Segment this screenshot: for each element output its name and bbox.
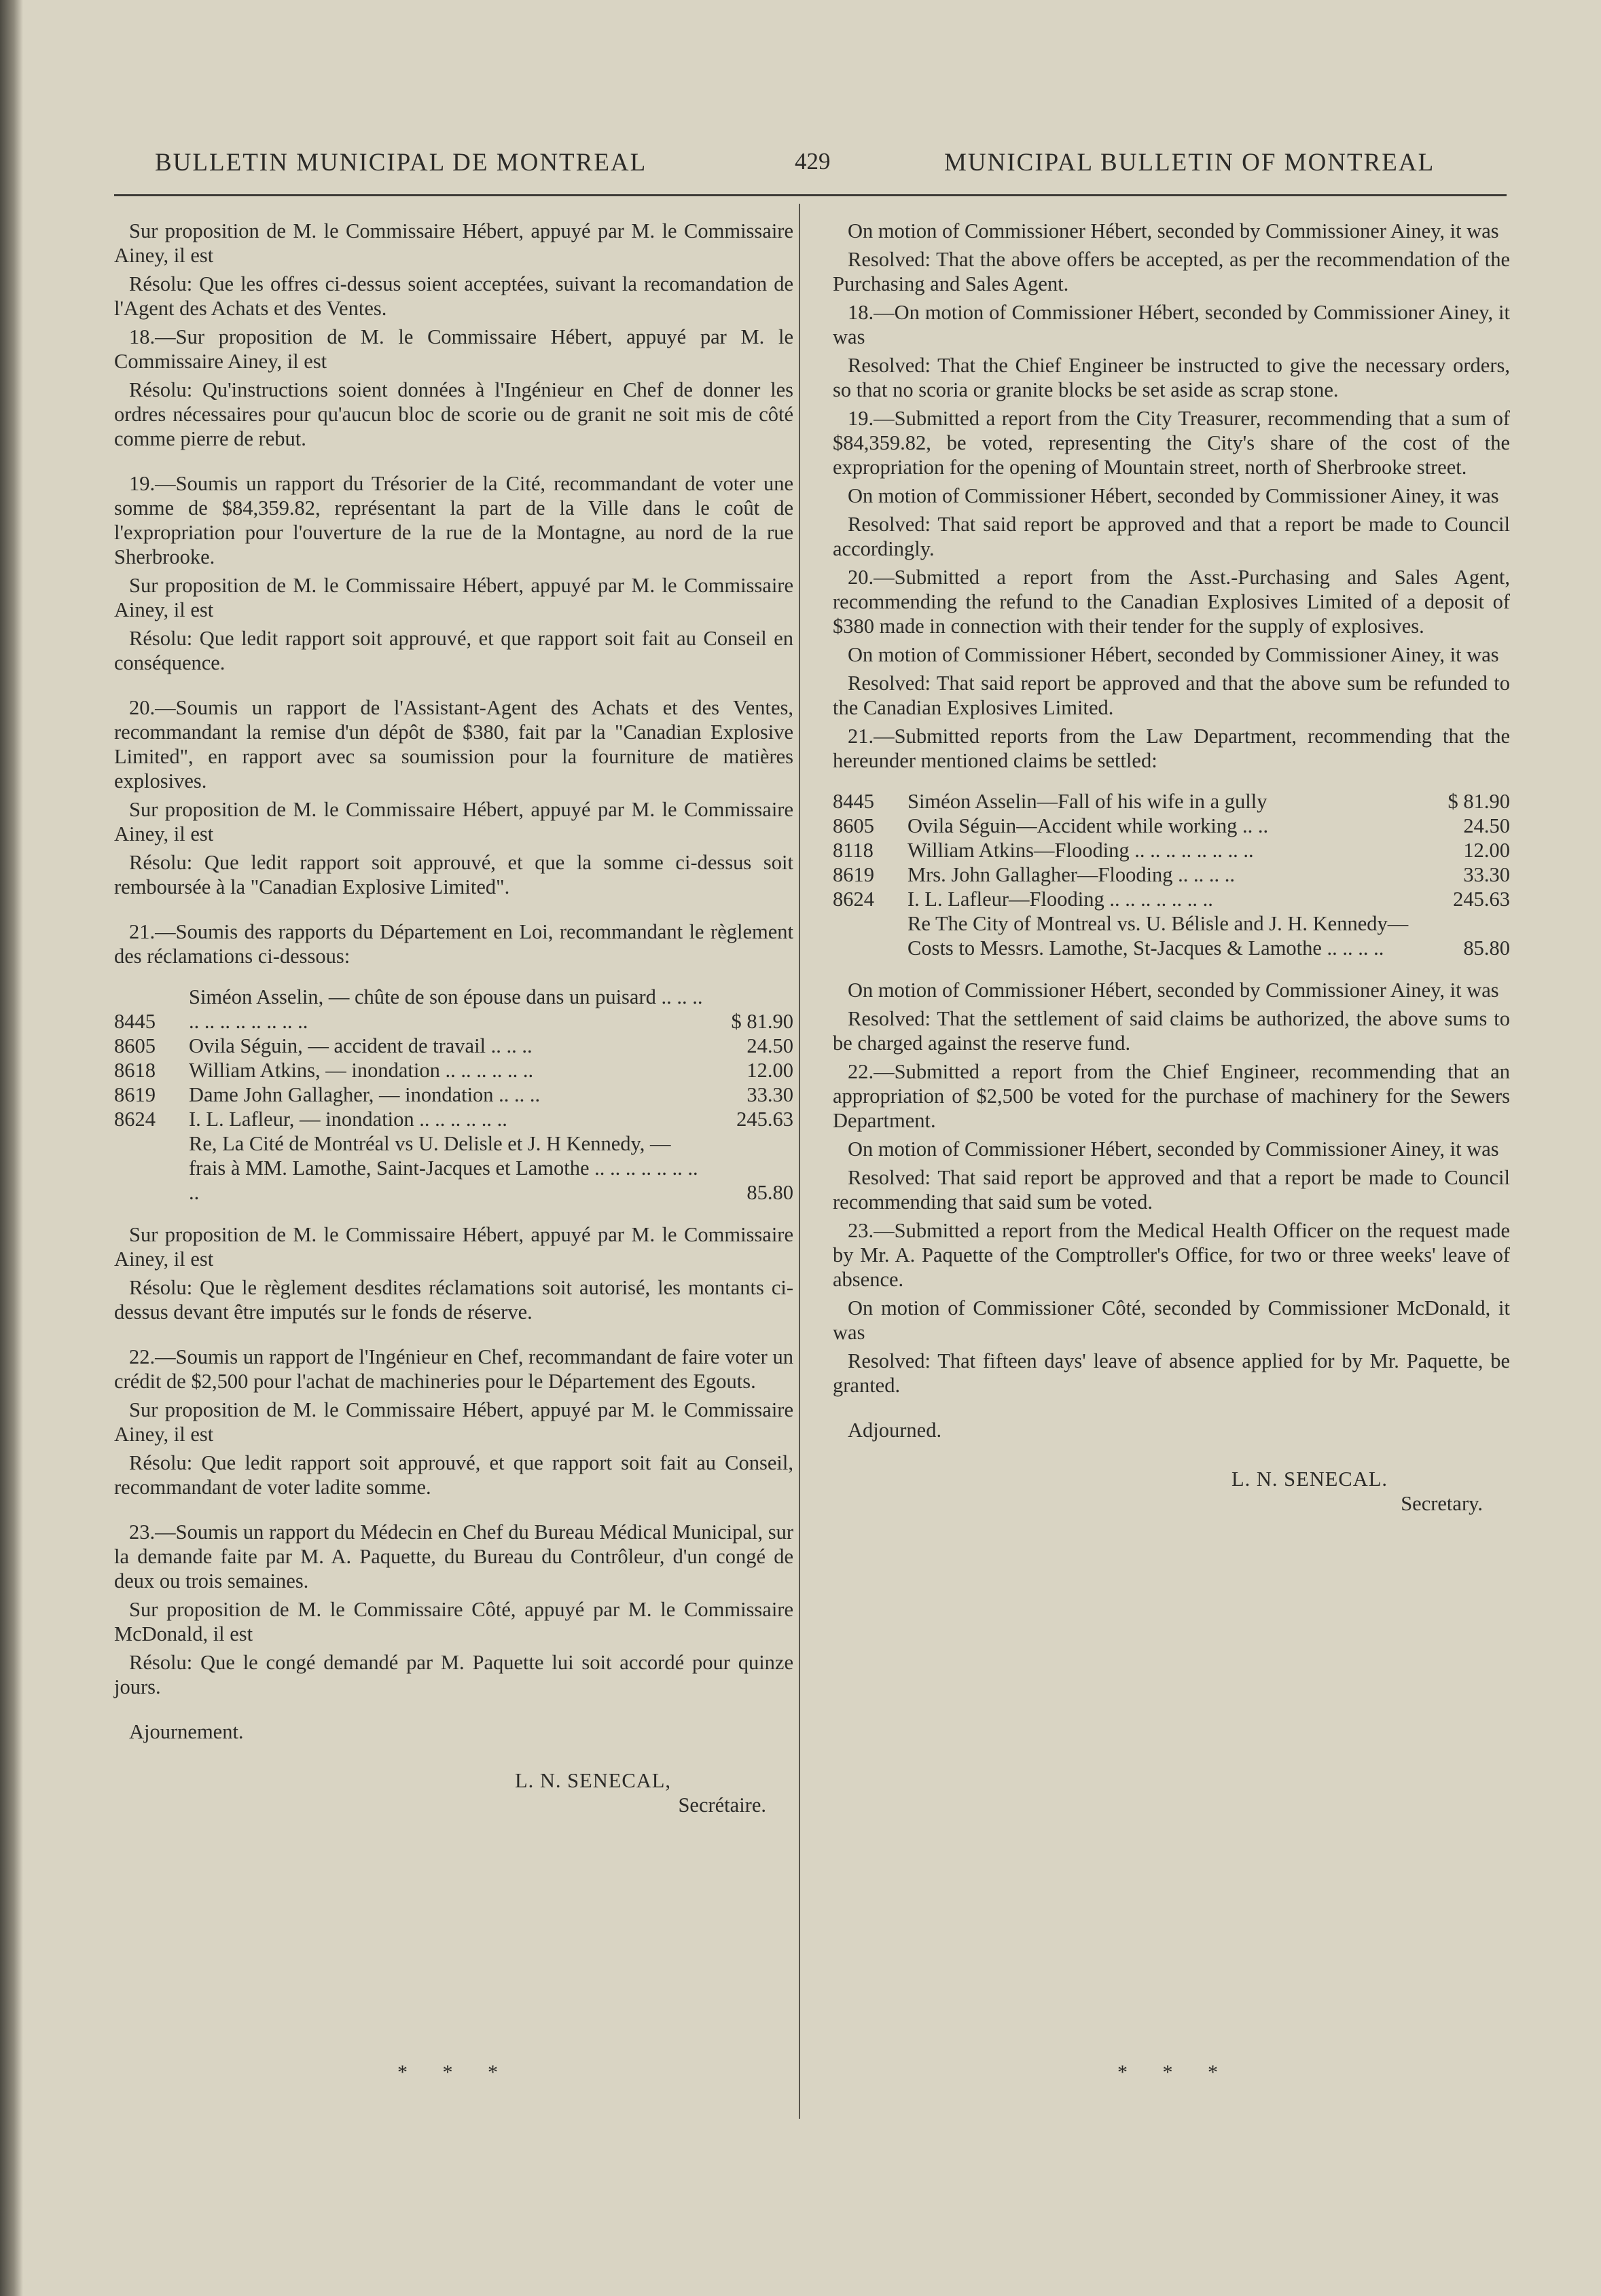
french-column (114, 219, 793, 1817)
adjournment: Adjourned. (848, 1419, 942, 1442)
table-row (114, 1131, 793, 1205)
paragraph: 20.—Submitted a report from the Asst.-Purchasing and Sales Agent, recommending the refund to the Canadian Explosives Limited of a deposit of $380 made in connection with their tender for the supply of explosives. (833, 566, 1510, 638)
claim-number: 8619 (833, 863, 874, 886)
paragraph: 23.—Soumis un rapport du Médecin en Chef du Bureau Médical Municipal, sur la demande faite par M. A. Paquette, du Bureau du Contrôleur, d'un congé de deux ou trois semaines. (114, 1520, 793, 1592)
header-title-french: BULLETIN MUNICIPAL DE MONTREAL (155, 149, 647, 177)
table-row (114, 1034, 793, 1058)
claim-number: 8624 (114, 1108, 156, 1131)
claim-description: Mrs. John Gallagher—Flooding .. .. .. .. (907, 863, 1236, 886)
paragraph: Resolved: That said report be approved and that a report be made to Council accordingly. (833, 513, 1510, 560)
page-binding-edge (0, 0, 23, 2296)
paragraph: 18.—On motion of Commissioner Hébert, seconded by Commissioner Ainey, it was (833, 301, 1510, 348)
header-rule (114, 194, 1507, 196)
claim-description: Re The City of Montreal vs. U. Bélisle and J. H. Kennedy—Costs to Messrs. Lamothe, St-Jacques & Lamothe .. .. .. .. (907, 912, 1409, 960)
claim-number (833, 911, 901, 960)
table-row (114, 985, 793, 1034)
paragraph: On motion of Commissioner Hébert, seconded by Commissioner Ainey, it was (848, 484, 1499, 507)
paragraph: Résolu: Qu'instructions soient données à l'Ingénieur en Chef de donner les ordres nécessaires pour qu'aucun bloc de scorie ou de granit ne soit mis de côté comme pierre de rebut. (114, 378, 793, 450)
claim-amount: $ 81.90 (731, 1010, 793, 1033)
page-number: 429 (795, 148, 831, 175)
paragraph: 22.—Submitted a report from the Chief Engineer, recommending that an appropriation of $2,500 be voted for the purchase of machinery for the Sewers Department. (833, 1060, 1510, 1132)
claim-number: 8445 (833, 790, 874, 813)
paragraph: Résolu: Que le congé demandé par M. Paquette lui soit accordé pour quinze jours. (114, 1651, 793, 1698)
claim-amount: 24.50 (1463, 814, 1510, 837)
paragraph: 19.—Submitted a report from the City Treasurer, recommending that a sum of $84,359.82, be voted, representing the City's share of the cost of the expropriation for the opening of Mountain street, north of Sherbrooke street. (833, 407, 1510, 479)
section-end-stars-french: * * * (397, 2061, 513, 2083)
table-row (833, 838, 1510, 862)
paragraph: Résolu: Que ledit rapport soit approuvé, et que rapport soit fait au Conseil, recommandant de voter ladite somme. (114, 1451, 793, 1499)
table-row (833, 814, 1510, 838)
paragraph: Resolved: That the settlement of said claims be authorized, the above sums to be charged against the reserve fund. (833, 1007, 1510, 1055)
paragraph: Résolu: Que les offres ci-dessus soient acceptées, suivant la recomandation de l'Agent des Achats et des Ventes. (114, 272, 793, 320)
claim-description: William Atkins—Flooding .. .. .. .. .. .. .. .. (907, 839, 1254, 862)
table-row (833, 789, 1510, 814)
paragraph: Sur proposition de M. le Commissaire Hébert, appuyé par M. le Commissaire Ainey, il est (114, 1223, 793, 1271)
claim-description: William Atkins, — inondation .. .. .. .. .. .. (189, 1059, 534, 1082)
claim-description: Ovila Séguin—Accident while working .. .. (907, 814, 1269, 837)
claim-amount: 33.30 (746, 1083, 793, 1106)
paragraph: On motion of Commissioner Hébert, seconded by Commissioner Ainey, it was (848, 979, 1499, 1002)
claim-amount: 245.63 (736, 1108, 793, 1131)
paragraph: Resolved: That fifteen days' leave of absence applied for by Mr. Paquette, be granted. (833, 1349, 1510, 1397)
claim-amount: 85.80 (1463, 936, 1510, 960)
header-title-english: MUNICIPAL BULLETIN OF MONTREAL (944, 149, 1435, 177)
paragraph: Résolu: Que ledit rapport soit approuvé, et que rapport soit fait au Conseil en conséquence. (114, 627, 793, 674)
claim-number: 8624 (833, 888, 874, 911)
signature-title: Secretary. (1401, 1492, 1483, 1515)
paragraph: Resolved: That said report be approved and that a report be made to Council recommending that said sum be voted. (833, 1166, 1510, 1214)
claim-amount: 245.63 (1453, 888, 1510, 911)
claim-description: Dame John Gallagher, — inondation .. .. .. (189, 1083, 541, 1106)
claims-table-french (114, 985, 793, 1205)
claim-number: 8445 (114, 1010, 156, 1033)
paragraph: Resolved: That said report be approved and that the above sum be refunded to the Canadian Explosives Limited. (833, 672, 1510, 719)
paragraph: Sur proposition de M. le Commissaire Côté, appuyé par M. le Commissaire McDonald, il est (114, 1598, 793, 1645)
claim-amount: 33.30 (1463, 863, 1510, 886)
english-column (833, 219, 1510, 1516)
section-end-stars-english: * * * (1117, 2061, 1233, 2083)
claim-amount: 12.00 (1463, 839, 1510, 862)
claim-amount: $ 81.90 (1447, 790, 1510, 813)
paragraph: Résolu: Que ledit rapport soit approuvé, et que la somme ci-dessus soit remboursée à la "Canadian Explosive Limited". (114, 851, 793, 898)
claim-description: I. L. Lafleur, — inondation .. .. .. .. .. .. (189, 1108, 507, 1131)
paragraph: Resolved: That the above offers be accepted, as per the recommendation of the Purchasing and Sales Agent. (833, 248, 1510, 295)
paragraph: 21.—Submitted reports from the Law Department, recommending that the hereunder mentioned claims be settled: (833, 725, 1510, 772)
paragraph: 21.—Soumis des rapports du Département en Loi, recommandant le règlement des réclamations ci-dessous: (114, 920, 793, 968)
claim-number (114, 1131, 182, 1205)
table-row (833, 911, 1510, 960)
claim-amount: 85.80 (746, 1181, 793, 1204)
paragraph: 18.—Sur proposition de M. le Commissaire Hébert, appuyé par M. le Commissaire Ainey, il est (114, 325, 793, 373)
paragraph: On motion of Commissioner Côté, seconded by Commissioner McDonald, it was (833, 1296, 1510, 1344)
claim-number: 8618 (114, 1059, 156, 1082)
claim-description: Siméon Asselin—Fall of his wife in a gully (907, 790, 1267, 813)
paragraph: On motion of Commissioner Hébert, seconded by Commissioner Ainey, it was (848, 1137, 1499, 1161)
claims-table-english (833, 789, 1510, 960)
paragraph: Resolved: That the Chief Engineer be instructed to give the necessary orders, so that no scoria or granite blocks be set aside as scrap stone. (833, 354, 1510, 401)
claim-number: 8605 (114, 1034, 156, 1057)
claim-number: 8118 (833, 839, 874, 862)
signature-name: L. N. SENECAL. (1231, 1468, 1388, 1491)
claim-description: Ovila Séguin, — accident de travail .. .. .. (189, 1034, 533, 1057)
claim-description: I. L. Lafleur—Flooding .. .. .. .. .. .. .. (907, 888, 1213, 911)
paragraph: On motion of Commissioner Hébert, seconded by Commissioner Ainey, it was (848, 643, 1499, 666)
paragraph: 20.—Soumis un rapport de l'Assistant-Agent des Achats et des Ventes, recommandant la remise d'un dépôt de $380, fait par la "Canadian Explosive Limited", en rapport avec sa soumission pour la fourniture de matières explosives. (114, 696, 793, 792)
paragraph: On motion of Commissioner Hébert, seconded by Commissioner Ainey, it was (848, 219, 1499, 242)
page-header (0, 136, 1601, 190)
paragraph: 23.—Submitted a report from the Medical Health Officer on the request made by Mr. A. Paquette of the Comptroller's Office, for two or three weeks' leave of absence. (833, 1219, 1510, 1291)
paragraph: Sur proposition de M. le Commissaire Hébert, appuyé par M. le Commissaire Ainey, il est (114, 219, 793, 267)
paragraph: 22.—Soumis un rapport de l'Ingénieur en Chef, recommandant de faire voter un crédit de $2,500 pour l'achat de machineries pour le Département des Egouts. (114, 1345, 793, 1393)
claim-amount: 12.00 (746, 1059, 793, 1082)
table-row (114, 1082, 793, 1107)
signature-title: Secrétaire. (678, 1793, 766, 1817)
claim-amount: 24.50 (746, 1034, 793, 1057)
paragraph: Sur proposition de M. le Commissaire Hébert, appuyé par M. le Commissaire Ainey, il est (114, 574, 793, 621)
paragraph: Sur proposition de M. le Commissaire Hébert, appuyé par M. le Commissaire Ainey, il est (114, 798, 793, 845)
signature-name: L. N. SENECAL, (514, 1769, 671, 1792)
table-row (833, 887, 1510, 911)
paragraph: 19.—Soumis un rapport du Trésorier de la Cité, recommandant de voter une somme de $84,359.82, représentant la part de la Ville dans le coût de l'expropriation pour l'ouverture de la rue de la Montagne, au nord de la rue Sherbrooke. (114, 472, 793, 568)
paragraph: Sur proposition de M. le Commissaire Hébert, appuyé par M. le Commissaire Ainey, il est (114, 1398, 793, 1446)
table-row (114, 1107, 793, 1131)
claim-number: 8619 (114, 1083, 156, 1106)
claim-number: 8605 (833, 814, 874, 837)
paragraph: Résolu: Que le règlement desdites réclamations soit autorisé, les montants ci-dessus devant être imputés sur le fonds de réserve. (114, 1276, 793, 1324)
column-divider (799, 204, 800, 2119)
adjournment: Ajournement. (129, 1720, 244, 1743)
table-row (833, 862, 1510, 887)
claim-description: Re, La Cité de Montréal vs U. Delisle et J. H Kennedy, — frais à MM. Lamothe, Saint-Jacques et Lamothe .. .. .. .. .. .. .. .. (189, 1132, 698, 1204)
claim-description: Siméon Asselin, — chûte de son épouse dans un puisard .. .. .. .. .. .. .. .. .. .. .. (189, 985, 703, 1033)
table-row (114, 1058, 793, 1082)
